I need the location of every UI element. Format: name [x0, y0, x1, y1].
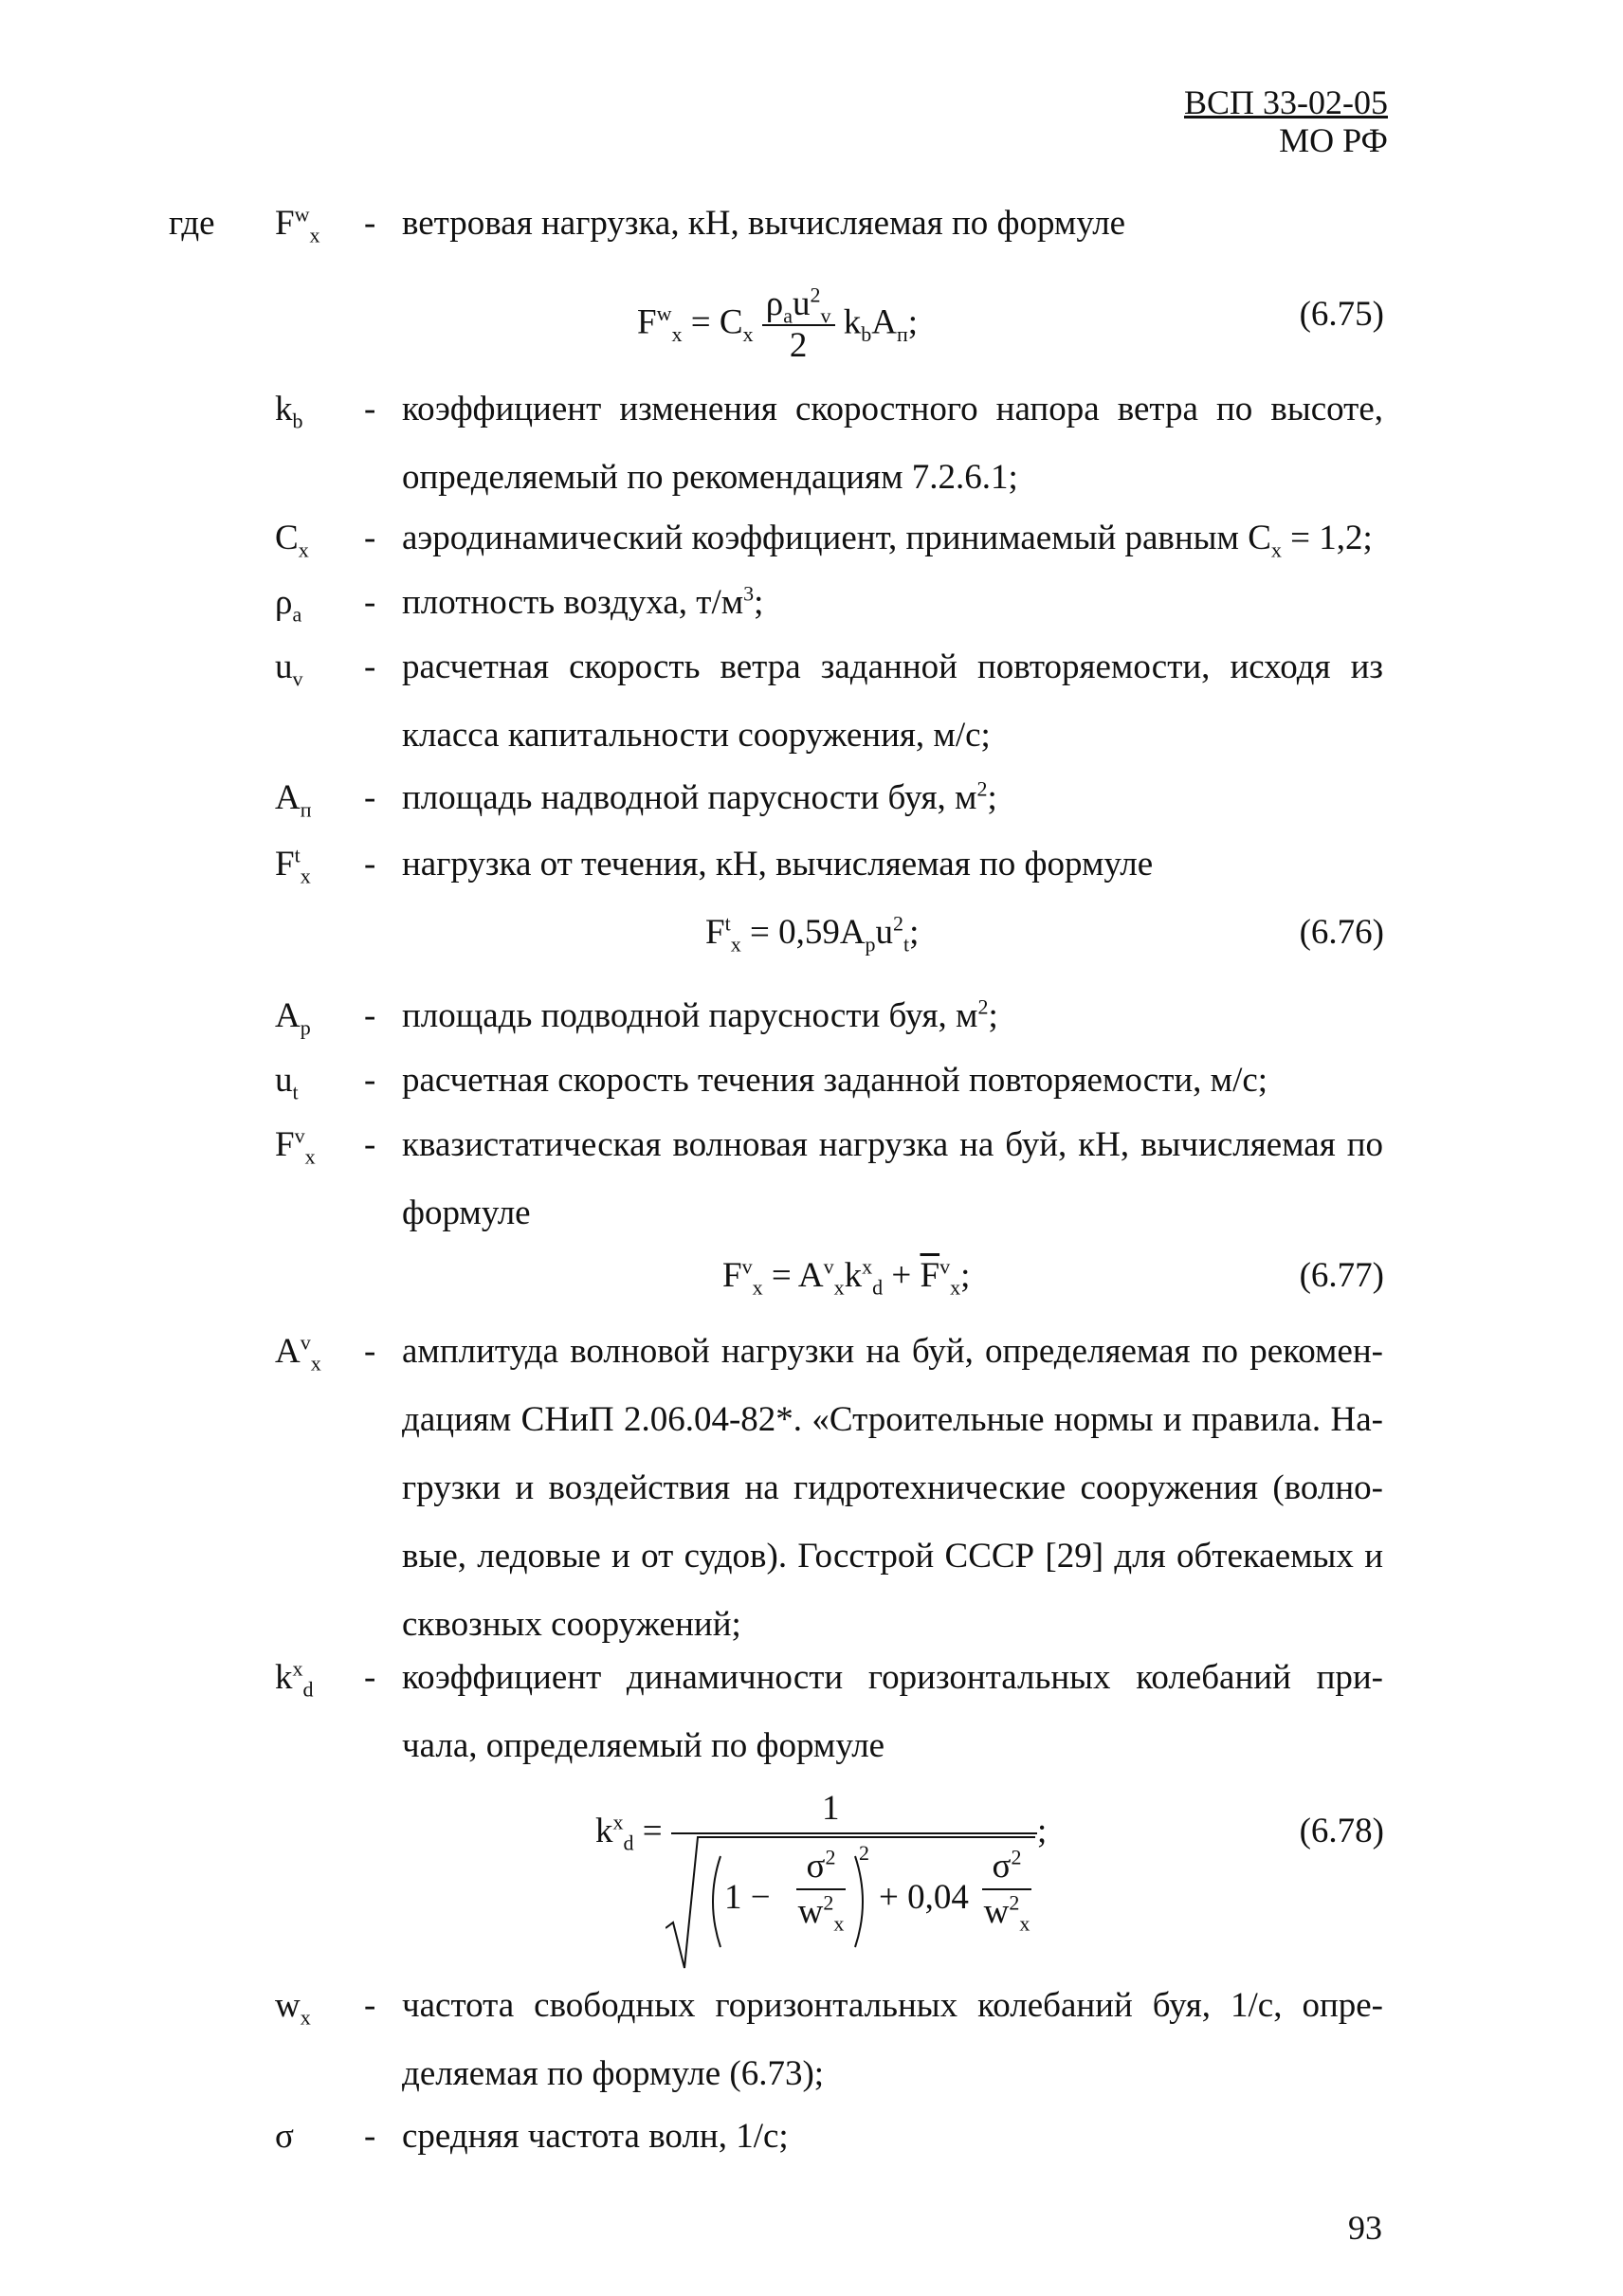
dash: -	[364, 1061, 376, 1100]
symbol-axv: $A^v_x$	[275, 1330, 321, 1376]
plus-coefficient: + 0,04	[879, 1878, 969, 1917]
definition-uv: расчетная скорость ветра заданной повторяемости, исходя из класса капитальности сооружения, м/с;	[402, 647, 1383, 755]
semicolon: ;	[1037, 1812, 1048, 1850]
square-exponent: 2	[859, 1841, 869, 1865]
dash: -	[364, 1658, 376, 1697]
equation-number-6-75: (6.75)	[1299, 295, 1384, 334]
dash: -	[364, 1986, 376, 2025]
equation-6-76: $F^t_x = 0,59A_pu^2_t$;	[705, 911, 920, 957]
fraction-rho-u2: $\frac{\rho_au^2_v}{2}$	[762, 284, 835, 366]
dash: -	[364, 778, 376, 817]
equation-number-6-78: (6.78)	[1299, 1812, 1384, 1850]
symbol-an: $A_п$	[275, 778, 312, 822]
definition-kdx: коэффициент динамичности горизонтальных колебаний при- чала, определяемый по формуле	[402, 1658, 1383, 1765]
equation-6-75: $F^w_x = C_x$ $\frac{\rho_au^2_v}{2}$ $k_bA_п$;	[637, 282, 919, 365]
symbol-fxv: $F^v_x$	[275, 1123, 316, 1169]
dash: -	[364, 204, 376, 243]
symbol-uv: $u_v$	[275, 647, 303, 691]
sqrt-sign	[666, 1835, 1035, 1974]
definition-fxv: квазистатическая волновая нагрузка на буй, кН, вычисляемая по формуле	[402, 1125, 1383, 1232]
dash: -	[364, 845, 376, 884]
definition-fxw: ветровая нагрузка, кН, вычисляемая по формуле	[402, 204, 1126, 243]
fraction-sigma-w-2: $\sigma^2$ $w^2_x$	[983, 1845, 1030, 1936]
fraction-sigma-w-1: $\sigma^2$ $w^2_x$	[797, 1845, 845, 1936]
equation-number-6-77: (6.77)	[1299, 1256, 1384, 1295]
dash: -	[364, 519, 376, 557]
symbol-fxt: $F^t_x$	[275, 843, 311, 888]
dash: -	[364, 996, 376, 1035]
dash: -	[364, 1125, 376, 1164]
definition-fxt: нагрузка от течения, кН, вычисляемая по формуле	[402, 845, 1154, 884]
symbol-wx: $w_x$	[275, 1986, 311, 2030]
dash: -	[364, 647, 376, 686]
symbol-kdx: $k^x_d$	[275, 1656, 314, 1702]
symbol-ut: $u_t$	[275, 1061, 299, 1104]
definition-an: площадь надводной парусности буя, $м^2$;	[402, 776, 997, 817]
one-minus: 1 −	[724, 1878, 771, 1917]
equation-6-78	[592, 1786, 1047, 1976]
kdx-lhs: $k^x_d$ =	[595, 1810, 663, 1855]
symbol-fxw: $F^w_x$	[275, 202, 320, 247]
symbol-cx: $C_x$	[275, 519, 309, 562]
where-word: где	[169, 204, 215, 243]
symbol-ap: $A_p$	[275, 996, 311, 1040]
symbol-sigma: σ	[275, 2117, 294, 2156]
definition-ut: расчетная скорость течения заданной повторяемости, м/с;	[402, 1061, 1268, 1100]
definition-axv: амплитуда волновой нагрузки на буй, определяемая по рекомен- дациям СНиП 2.06.04-82*. «Строительные нормы и правила. На- грузки и воздействия на гидротехнические сооружения (волно- вые, ледовые и от судов). Госстрой СССР [29] для обтекаемых и сквозных сооружений;	[402, 1332, 1383, 1644]
symbol-rho: $\rho_a$	[275, 583, 302, 627]
definition-kb: коэффициент изменения скоростного напора ветра по высоте, определяемый по рекомендациям 7.2.6.1;	[402, 390, 1383, 497]
dash: -	[364, 583, 376, 622]
document-org: МО РФ	[1279, 121, 1388, 159]
page-number: 93	[1348, 2209, 1382, 2247]
fraction-numerator: 1	[822, 1789, 840, 1828]
dash: -	[364, 390, 376, 428]
definition-rho: плотность воздуха, $т/м^3$;	[402, 581, 764, 622]
equation-6-77: $F^v_x = A^v_xk^x_d + \overline{F}^v_x$;	[722, 1254, 971, 1300]
dash: -	[364, 2117, 376, 2156]
fraction-bar	[671, 1832, 1037, 1834]
definition-wx: частота свободных горизонтальных колебаний буя, 1/с, опре- деляемая по формуле (6.73);	[402, 1986, 1383, 2093]
left-paren	[713, 1856, 720, 1947]
definition-cx: аэродинамический коэффициент, принимаемый равным $C_x = 1,2$;	[402, 519, 1373, 562]
equation-number-6-76: (6.76)	[1299, 913, 1384, 952]
document-code: ВСП 33-02-05	[1184, 83, 1388, 121]
definition-sigma: средняя частота волн, 1/с;	[402, 2117, 789, 2156]
right-paren	[855, 1856, 863, 1947]
dash: -	[364, 1332, 376, 1371]
symbol-kb: $k_b$	[275, 390, 303, 433]
definition-ap: площадь подводной парусности буя, $м^2$;	[402, 994, 998, 1035]
